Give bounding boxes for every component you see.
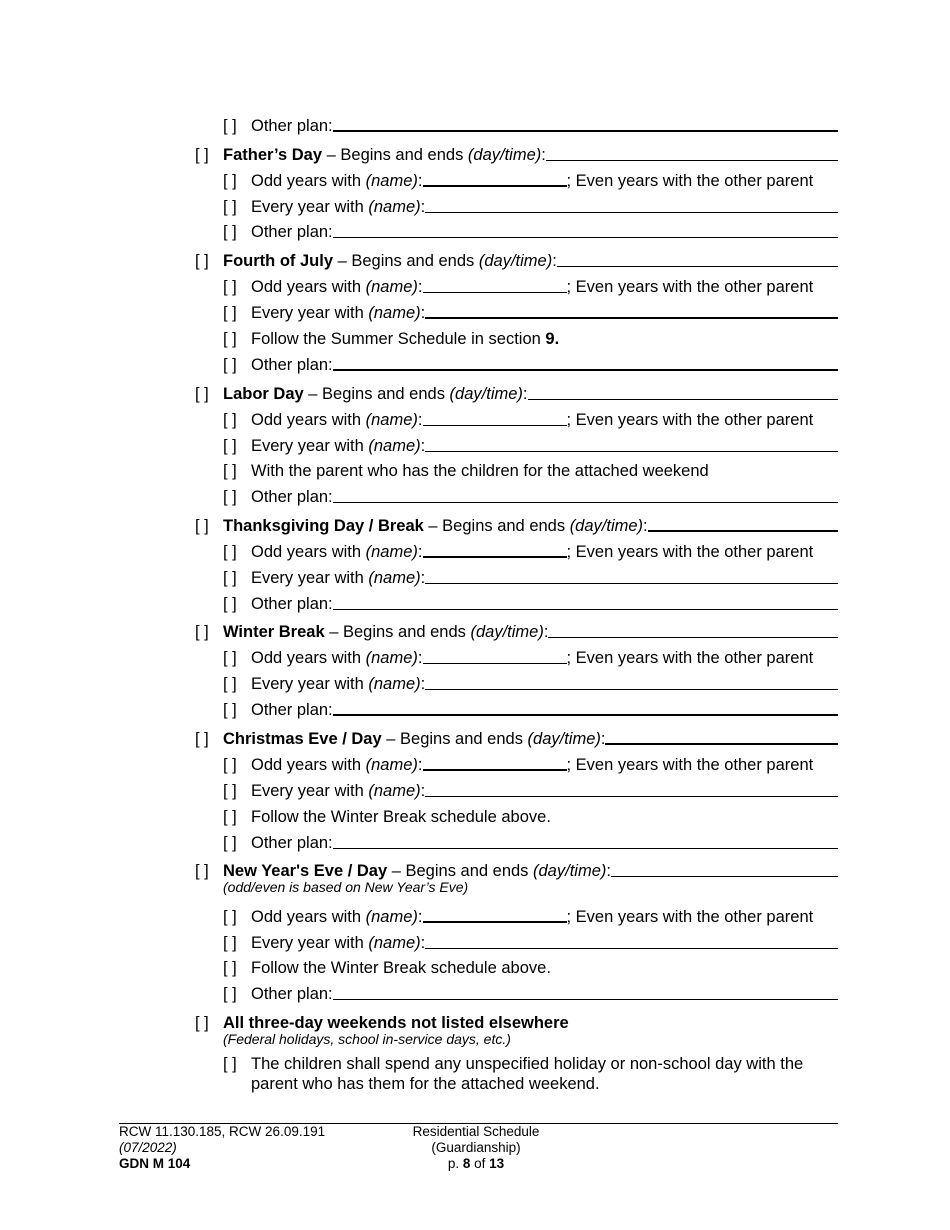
- name-hint: (name): [365, 755, 418, 774]
- name-hint: (name): [368, 674, 421, 693]
- odd-years-name-field[interactable]: [423, 663, 567, 664]
- odd-years-name-field[interactable]: [423, 556, 567, 558]
- every-year-label: Every year with: [251, 933, 369, 952]
- colon: :: [552, 251, 557, 270]
- checkbox[interactable]: [ ]: [223, 487, 237, 506]
- colon: :: [420, 933, 426, 952]
- day-time-hint: (day/time): [569, 516, 644, 535]
- colon: :: [420, 436, 426, 455]
- colon: :: [420, 197, 426, 216]
- christmas-title: Christmas Eve / Day: [223, 729, 382, 748]
- checkbox[interactable]: [ ]: [223, 933, 237, 952]
- begins-ends-label: – Begins and ends: [322, 145, 468, 164]
- name-hint: (name): [368, 197, 421, 216]
- every-year-name-field[interactable]: [425, 796, 838, 797]
- begins-ends-label: – Begins and ends: [303, 384, 450, 403]
- even-years-label: ; Even years with the other parent: [566, 648, 814, 667]
- name-hint: (name): [365, 648, 418, 667]
- odd-years-label: Odd years with: [251, 648, 366, 667]
- name-hint: (name): [368, 568, 421, 587]
- other-plan-label: Other plan:: [251, 355, 333, 374]
- checkbox[interactable]: [ ]: [223, 277, 237, 296]
- every-year-label: Every year with: [251, 568, 369, 587]
- thanksgiving-header: [195, 508, 838, 534]
- checkbox[interactable]: [ ]: [223, 1055, 237, 1073]
- winter-break-other-plan-row: [223, 692, 838, 718]
- checkbox[interactable]: [ ]: [223, 674, 237, 693]
- checkbox[interactable]: [ ]: [195, 1013, 209, 1032]
- fathers-day-every-year-row: [223, 189, 838, 215]
- colon: :: [417, 542, 423, 561]
- even-years-label: ; Even years with the other parent: [566, 410, 814, 429]
- footer-center: [396, 1124, 556, 1172]
- colon: :: [643, 516, 648, 535]
- christmas-every-year-row: [223, 773, 838, 799]
- page-of: of: [470, 1156, 490, 1171]
- fourth-of-july-odd-years-row: [223, 269, 838, 295]
- checkbox[interactable]: [ ]: [223, 222, 237, 241]
- winter-break-title: Winter Break: [223, 622, 325, 641]
- checkbox[interactable]: [ ]: [223, 355, 237, 374]
- every-year-name-field[interactable]: [425, 948, 838, 949]
- colon: :: [420, 674, 426, 693]
- name-hint: (name): [368, 933, 421, 952]
- follow-winter-break-text: Follow the Winter Break schedule above.: [251, 958, 551, 977]
- labor-day-every-year-row: [223, 428, 838, 454]
- every-year-label: Every year with: [251, 436, 369, 455]
- day-time-hint: (day/time): [533, 861, 607, 880]
- colon: :: [522, 384, 528, 403]
- colon: :: [417, 410, 423, 429]
- every-year-name-field[interactable]: [425, 212, 838, 213]
- fathers-day-other-plan-row: [223, 214, 838, 240]
- unspecified-holiday-text: The children shall spend any unspecified holiday or non-school day with the parent who has them for the attached weekend.: [251, 1055, 804, 1093]
- day-time-field[interactable]: [557, 266, 838, 267]
- other-plan-field[interactable]: [333, 609, 838, 610]
- even-years-label: ; Even years with the other parent: [566, 907, 814, 926]
- checkbox[interactable]: [ ]: [195, 251, 209, 270]
- name-hint: (name): [365, 277, 418, 296]
- colon: :: [417, 648, 423, 667]
- checkbox[interactable]: [ ]: [195, 516, 209, 535]
- other-plan-field[interactable]: [333, 999, 838, 1000]
- day-time-field[interactable]: [528, 399, 839, 400]
- even-years-label: ; Even years with the other parent: [566, 755, 814, 774]
- new-year-header: [195, 853, 838, 879]
- even-years-label: ; Even years with the other parent: [566, 542, 814, 561]
- every-year-name-field[interactable]: [425, 583, 838, 584]
- every-year-label: Every year with: [251, 674, 369, 693]
- name-hint: (name): [365, 410, 418, 429]
- colon: :: [417, 277, 423, 296]
- winter-break-every-year-row: [223, 666, 838, 692]
- odd-years-label: Odd years with: [251, 542, 366, 561]
- checkbox[interactable]: [ ]: [223, 907, 237, 926]
- checkbox[interactable]: [ ]: [223, 303, 237, 322]
- begins-ends-label: – Begins and ends: [423, 516, 570, 535]
- thanksgiving-odd-years-row: [223, 534, 838, 560]
- name-hint: (name): [365, 171, 418, 190]
- other-plan-label: Other plan:: [251, 594, 333, 613]
- odd-years-name-field[interactable]: [423, 769, 567, 771]
- day-time-hint: (day/time): [478, 251, 553, 270]
- colon: :: [420, 303, 426, 322]
- odd-years-label: Odd years with: [251, 907, 366, 926]
- three-day-title: All three-day weekends not listed elsewhere: [223, 1013, 569, 1032]
- page-total: 13: [489, 1156, 505, 1171]
- page-prefix: p.: [447, 1156, 463, 1171]
- footer-title: Residential Schedule: [412, 1124, 540, 1139]
- odd-years-label: Odd years with: [251, 277, 366, 296]
- checkbox[interactable]: [ ]: [223, 594, 237, 613]
- new-year-follow-winter-row: [223, 950, 838, 976]
- checkbox[interactable]: [ ]: [195, 384, 209, 403]
- follow-winter-break-text: Follow the Winter Break schedule above.: [251, 807, 551, 826]
- every-year-label: Every year with: [251, 781, 369, 800]
- other-plan-field[interactable]: [333, 369, 838, 371]
- checkbox[interactable]: [ ]: [223, 436, 237, 455]
- begins-ends-label: – Begins and ends: [333, 251, 479, 270]
- colon: :: [420, 568, 426, 587]
- other-plan-label: Other plan:: [251, 222, 333, 241]
- fourth-of-july-every-year-row: [223, 295, 838, 321]
- checkbox[interactable]: [ ]: [223, 984, 237, 1003]
- colon: :: [543, 622, 549, 641]
- thanksgiving-other-plan-row: [223, 586, 838, 612]
- colon: :: [420, 781, 426, 800]
- footer-page-number: [396, 1156, 556, 1172]
- footer-left: [119, 1124, 325, 1172]
- checkbox[interactable]: [ ]: [195, 861, 209, 880]
- colon: :: [417, 755, 423, 774]
- day-time-hint: (day/time): [449, 384, 523, 403]
- checkbox[interactable]: [ ]: [223, 958, 237, 977]
- colon: :: [417, 907, 423, 926]
- odd-years-label: Odd years with: [251, 410, 366, 429]
- other-plan-label: Other plan:: [251, 487, 333, 506]
- fourth-of-july-title: Fourth of July: [223, 251, 333, 270]
- fourth-of-july-summer-row: [223, 321, 838, 347]
- checkbox[interactable]: [ ]: [223, 542, 237, 561]
- name-hint: (name): [368, 436, 421, 455]
- colon: :: [541, 145, 546, 164]
- checkbox[interactable]: [ ]: [223, 197, 237, 216]
- name-hint: (name): [365, 907, 418, 926]
- three-day-header: [195, 1005, 838, 1031]
- checkbox[interactable]: [ ]: [195, 729, 209, 748]
- day-time-hint: (day/time): [467, 145, 542, 164]
- new-year-other-plan-row: [223, 976, 838, 1002]
- odd-years-name-field[interactable]: [423, 292, 567, 293]
- day-time-hint: (day/time): [470, 622, 544, 641]
- other-plan-field[interactable]: [333, 130, 838, 132]
- day-time-hint: (day/time): [527, 729, 601, 748]
- winter-break-odd-years-row: [223, 640, 838, 666]
- colon: :: [417, 171, 423, 190]
- thanksgiving-title: Thanksgiving Day / Break: [223, 516, 424, 535]
- begins-ends-label: – Begins and ends: [387, 861, 534, 880]
- checkbox[interactable]: [ ]: [223, 171, 237, 190]
- fourth-of-july-other-plan-row: [223, 347, 838, 373]
- labor-day-weekend-row: [223, 453, 838, 479]
- christmas-odd-years-row: [223, 747, 838, 773]
- christmas-header: [195, 721, 838, 747]
- three-day-note: (Federal holidays, school in-service days, etc.): [223, 1031, 511, 1047]
- even-years-label: ; Even years with the other parent: [566, 277, 814, 296]
- checkbox[interactable]: [ ]: [195, 622, 209, 641]
- every-year-label: Every year with: [251, 197, 369, 216]
- other-plan-field[interactable]: [333, 502, 838, 503]
- colon: :: [600, 729, 606, 748]
- checkbox[interactable]: [ ]: [223, 568, 237, 587]
- checkbox[interactable]: [ ]: [223, 410, 237, 429]
- new-year-title: New Year's Eve / Day: [223, 861, 388, 880]
- other-plan-label: Other plan:: [251, 833, 333, 852]
- christmas-other-plan-row: [223, 825, 838, 851]
- even-years-label: ; Even years with the other parent: [566, 171, 814, 190]
- begins-ends-label: – Begins and ends: [324, 622, 471, 641]
- page-current: 8: [462, 1156, 471, 1171]
- new-year-odd-years-row: [223, 899, 838, 925]
- footer-form-id: GDN M 104: [119, 1156, 191, 1171]
- fathers-day-odd-years-row: [223, 163, 838, 189]
- footer-rcw: RCW 11.130.185, RCW 26.09.191: [119, 1124, 326, 1139]
- checkbox[interactable]: [ ]: [223, 329, 237, 348]
- day-time-field[interactable]: [605, 743, 838, 745]
- checkbox[interactable]: [ ]: [223, 648, 237, 667]
- christmas-follow-winter-row: [223, 799, 838, 825]
- colon: :: [606, 861, 611, 880]
- checkbox[interactable]: [ ]: [223, 700, 237, 719]
- checkbox[interactable]: [ ]: [223, 755, 237, 774]
- labor-day-odd-years-row: [223, 402, 838, 428]
- odd-years-name-field[interactable]: [423, 185, 567, 187]
- checkbox[interactable]: [ ]: [223, 461, 237, 480]
- three-day-unspecified-row: [223, 1054, 838, 1094]
- fathers-day-title: Father’s Day: [223, 145, 323, 164]
- summer-section-number: 9.: [545, 329, 560, 348]
- odd-years-label: Odd years with: [251, 171, 366, 190]
- other-plan-field[interactable]: [333, 848, 838, 849]
- every-year-label: Every year with: [251, 303, 369, 322]
- other-plan-field[interactable]: [333, 237, 838, 238]
- top-other-plan-row: [223, 108, 838, 134]
- footer-date: (07/2022): [119, 1140, 177, 1155]
- day-time-field[interactable]: [546, 160, 838, 161]
- other-plan-label: Other plan:: [251, 116, 333, 135]
- odd-years-label: Odd years with: [251, 755, 366, 774]
- day-time-field[interactable]: [648, 530, 838, 532]
- labor-day-other-plan-row: [223, 479, 838, 505]
- winter-break-header: [195, 614, 838, 640]
- every-year-name-field[interactable]: [425, 317, 838, 319]
- other-plan-field[interactable]: [333, 714, 838, 716]
- checkbox[interactable]: [ ]: [223, 116, 237, 135]
- checkbox[interactable]: [ ]: [223, 833, 237, 852]
- other-plan-label: Other plan:: [251, 984, 333, 1003]
- name-hint: (name): [368, 303, 421, 322]
- name-hint: (name): [365, 542, 418, 561]
- labor-day-header: [195, 376, 838, 402]
- checkbox[interactable]: [ ]: [223, 781, 237, 800]
- fourth-of-july-header: [195, 243, 838, 269]
- every-year-name-field[interactable]: [425, 689, 838, 690]
- fathers-day-header: [195, 137, 838, 163]
- attached-weekend-text: With the parent who has the children for the attached weekend: [251, 461, 709, 480]
- new-year-every-year-row: [223, 925, 838, 951]
- summer-schedule-text: Follow the Summer Schedule in section: [251, 329, 546, 348]
- checkbox[interactable]: [ ]: [223, 807, 237, 826]
- checkbox[interactable]: [ ]: [195, 145, 209, 164]
- new-year-note: (odd/even is based on New Year’s Eve): [223, 879, 469, 895]
- odd-years-name-field[interactable]: [423, 425, 567, 426]
- other-plan-label: Other plan:: [251, 700, 333, 719]
- begins-ends-label: – Begins and ends: [381, 729, 528, 748]
- footer-subtitle: (Guardianship): [431, 1140, 521, 1155]
- labor-day-title: Labor Day: [223, 384, 304, 403]
- name-hint: (name): [368, 781, 421, 800]
- every-year-name-field[interactable]: [425, 451, 838, 452]
- day-time-field[interactable]: [548, 637, 838, 638]
- day-time-field[interactable]: [611, 876, 838, 877]
- thanksgiving-every-year-row: [223, 560, 838, 586]
- odd-years-name-field[interactable]: [423, 921, 567, 923]
